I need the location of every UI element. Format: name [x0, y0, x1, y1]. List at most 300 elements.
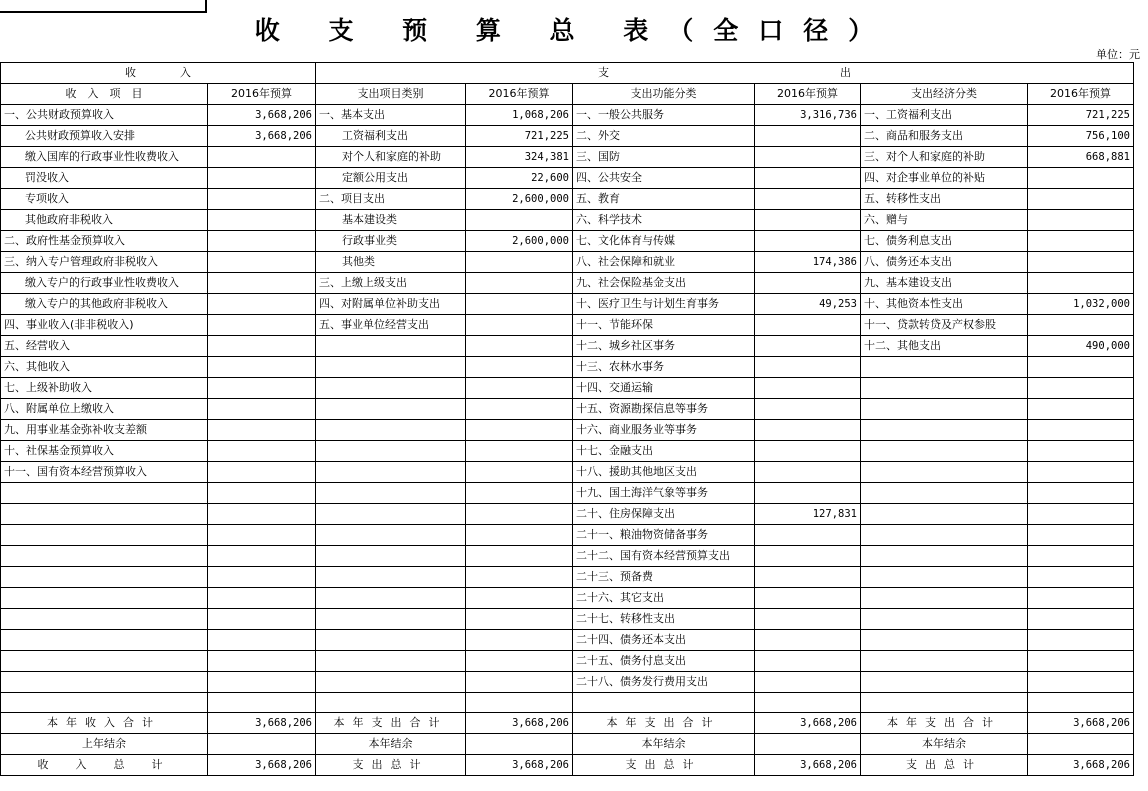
project-item	[316, 588, 466, 609]
table-row	[1, 483, 1134, 504]
economic-budget: 668,881	[1028, 147, 1134, 168]
function-item	[573, 693, 755, 713]
income-budget	[208, 588, 316, 609]
function-item: 十七、金融支出	[573, 441, 755, 462]
year-income-total-value: 3,668,206	[208, 713, 316, 734]
project-budget	[466, 252, 573, 273]
table-row	[1, 294, 1134, 315]
table-row	[1, 441, 1134, 462]
economic-budget	[1028, 231, 1134, 252]
project-budget: 2,600,000	[466, 189, 573, 210]
income-budget	[208, 525, 316, 546]
economic-budget	[1028, 210, 1134, 231]
table-row	[1, 651, 1134, 672]
economic-item	[861, 462, 1028, 483]
this-balance-value	[755, 734, 861, 755]
economic-budget	[1028, 462, 1134, 483]
function-item: 二十三、预备费	[573, 567, 755, 588]
economic-item	[861, 672, 1028, 693]
table-row	[1, 693, 1134, 713]
project-budget	[466, 630, 573, 651]
income-item: 其他政府非税收入	[1, 210, 208, 231]
function-item: 二十六、其它支出	[573, 588, 755, 609]
table-row	[1, 609, 1134, 630]
header-expense-project: 支出项目类别	[316, 84, 466, 105]
expense-grand-total-value: 3,668,206	[466, 755, 573, 776]
page-title: 收 支 预 算 总 表（全口径）	[254, 16, 894, 45]
project-budget	[466, 567, 573, 588]
project-budget	[466, 273, 573, 294]
project-budget	[466, 294, 573, 315]
balance-row	[1, 734, 1134, 755]
income-budget	[208, 231, 316, 252]
function-item: 十二、城乡社区事务	[573, 336, 755, 357]
header-row-2	[1, 84, 1134, 105]
economic-budget: 756,100	[1028, 126, 1134, 147]
project-item	[316, 504, 466, 525]
economic-item: 十、其他资本性支出	[861, 294, 1028, 315]
project-budget: 2,600,000	[466, 231, 573, 252]
function-budget	[755, 168, 861, 189]
function-item: 十九、国土海洋气象等事务	[573, 483, 755, 504]
economic-budget: 490,000	[1028, 336, 1134, 357]
this-balance-label: 本年结余	[316, 734, 466, 755]
function-budget: 127,831	[755, 504, 861, 525]
project-budget	[466, 357, 573, 378]
table-row	[1, 105, 1134, 126]
income-item: 七、上级补助收入	[1, 378, 208, 399]
income-item	[1, 525, 208, 546]
project-budget	[466, 504, 573, 525]
income-budget	[208, 315, 316, 336]
project-budget	[466, 378, 573, 399]
income-budget	[208, 672, 316, 693]
income-item: 三、纳入专户管理政府非税收入	[1, 252, 208, 273]
income-item: 缴入专户的其他政府非税收入	[1, 294, 208, 315]
project-budget: 22,600	[466, 168, 573, 189]
function-budget	[755, 483, 861, 504]
expense-grand-total-value: 3,668,206	[1028, 755, 1134, 776]
table-row	[1, 252, 1134, 273]
economic-budget	[1028, 630, 1134, 651]
economic-item: 十一、贷款转贷及产权参股	[861, 315, 1028, 336]
economic-budget	[1028, 441, 1134, 462]
function-budget	[755, 525, 861, 546]
income-item: 一、公共财政预算收入	[1, 105, 208, 126]
economic-budget	[1028, 273, 1134, 294]
project-item	[316, 399, 466, 420]
economic-budget	[1028, 399, 1134, 420]
table-row	[1, 672, 1134, 693]
function-item: 八、社会保障和就业	[573, 252, 755, 273]
economic-budget	[1028, 252, 1134, 273]
economic-item	[861, 483, 1028, 504]
project-item	[316, 609, 466, 630]
function-budget	[755, 441, 861, 462]
income-item: 公共财政预算收入安排	[1, 126, 208, 147]
function-budget	[755, 147, 861, 168]
project-item	[316, 441, 466, 462]
income-budget	[208, 567, 316, 588]
income-item	[1, 651, 208, 672]
function-budget	[755, 567, 861, 588]
income-budget	[208, 630, 316, 651]
income-budget	[208, 399, 316, 420]
prev-balance-value	[208, 734, 316, 755]
income-budget	[208, 504, 316, 525]
expense-grand-total-label: 支出总计	[573, 755, 755, 776]
table-row	[1, 273, 1134, 294]
income-budget: 3,668,206	[208, 105, 316, 126]
this-balance-label: 本年结余	[861, 734, 1028, 755]
this-balance-label: 本年结余	[573, 734, 755, 755]
header-budget: 2016年预算	[466, 84, 573, 105]
prev-balance-label: 上年结余	[1, 734, 208, 755]
economic-budget	[1028, 315, 1134, 336]
function-budget: 49,253	[755, 294, 861, 315]
function-budget: 3,316,736	[755, 105, 861, 126]
income-item	[1, 609, 208, 630]
economic-budget	[1028, 651, 1134, 672]
header-expense: 支 出	[316, 63, 1134, 84]
income-budget	[208, 378, 316, 399]
function-item: 五、教育	[573, 189, 755, 210]
income-budget	[208, 147, 316, 168]
economic-budget	[1028, 189, 1134, 210]
function-item: 三、国防	[573, 147, 755, 168]
function-item: 二十七、转移性支出	[573, 609, 755, 630]
table-row	[1, 126, 1134, 147]
function-budget	[755, 546, 861, 567]
year-expense-total-label: 本年支出合计	[316, 713, 466, 734]
project-item: 三、上缴上级支出	[316, 273, 466, 294]
project-item: 定额公用支出	[316, 168, 466, 189]
income-grand-total-label: 收 入 总 计	[1, 755, 208, 776]
economic-item	[861, 525, 1028, 546]
income-item: 罚没收入	[1, 168, 208, 189]
economic-budget	[1028, 567, 1134, 588]
project-budget	[466, 399, 573, 420]
function-budget	[755, 420, 861, 441]
header-budget: 2016年预算	[208, 84, 316, 105]
project-budget	[466, 525, 573, 546]
project-budget	[466, 588, 573, 609]
function-item: 十六、商业服务业等事务	[573, 420, 755, 441]
income-item: 十、社保基金预算收入	[1, 441, 208, 462]
project-budget: 721,225	[466, 126, 573, 147]
table-row	[1, 567, 1134, 588]
table-row	[1, 231, 1134, 252]
economic-budget	[1028, 378, 1134, 399]
project-budget	[466, 483, 573, 504]
function-item: 一、一般公共服务	[573, 105, 755, 126]
economic-item: 一、工资福利支出	[861, 105, 1028, 126]
economic-budget	[1028, 672, 1134, 693]
income-item	[1, 672, 208, 693]
function-budget	[755, 357, 861, 378]
income-budget: 3,668,206	[208, 126, 316, 147]
economic-budget	[1028, 168, 1134, 189]
project-budget	[466, 315, 573, 336]
income-budget	[208, 336, 316, 357]
economic-item: 八、债务还本支出	[861, 252, 1028, 273]
economic-budget	[1028, 504, 1134, 525]
project-item	[316, 420, 466, 441]
function-budget: 174,386	[755, 252, 861, 273]
income-item: 缴入专户的行政事业性收费收入	[1, 273, 208, 294]
function-item: 十四、交通运输	[573, 378, 755, 399]
project-item: 其他类	[316, 252, 466, 273]
economic-budget	[1028, 420, 1134, 441]
header-budget: 2016年预算	[755, 84, 861, 105]
function-item: 二十五、债务付息支出	[573, 651, 755, 672]
table-row	[1, 504, 1134, 525]
project-budget	[466, 693, 573, 713]
economic-item	[861, 588, 1028, 609]
function-item: 十、医疗卫生与计划生育事务	[573, 294, 755, 315]
economic-item	[861, 609, 1028, 630]
function-budget	[755, 693, 861, 713]
economic-item	[861, 441, 1028, 462]
header-expense-function: 支出功能分类	[573, 84, 755, 105]
economic-budget	[1028, 693, 1134, 713]
table-row	[1, 147, 1134, 168]
function-budget	[755, 378, 861, 399]
expense-grand-total-label: 支出总计	[316, 755, 466, 776]
income-item	[1, 693, 208, 713]
year-expense-total-label: 本年支出合计	[573, 713, 755, 734]
income-item	[1, 483, 208, 504]
economic-budget	[1028, 609, 1134, 630]
function-item: 六、科学技术	[573, 210, 755, 231]
function-budget	[755, 672, 861, 693]
economic-item: 四、对企事业单位的补贴	[861, 168, 1028, 189]
economic-item	[861, 420, 1028, 441]
income-budget	[208, 693, 316, 713]
economic-item	[861, 567, 1028, 588]
project-budget	[466, 210, 573, 231]
economic-item: 七、债务利息支出	[861, 231, 1028, 252]
project-item: 一、基本支出	[316, 105, 466, 126]
function-item: 十一、节能环保	[573, 315, 755, 336]
income-item	[1, 504, 208, 525]
income-item: 五、经营收入	[1, 336, 208, 357]
income-item: 专项收入	[1, 189, 208, 210]
income-budget	[208, 189, 316, 210]
income-item: 六、其他收入	[1, 357, 208, 378]
economic-item	[861, 378, 1028, 399]
table-row	[1, 378, 1134, 399]
project-item: 对个人和家庭的补助	[316, 147, 466, 168]
project-item	[316, 567, 466, 588]
year-expense-total-label: 本年支出合计	[861, 713, 1028, 734]
project-item	[316, 336, 466, 357]
economic-budget	[1028, 357, 1134, 378]
function-item: 二十、住房保障支出	[573, 504, 755, 525]
economic-item	[861, 546, 1028, 567]
economic-item: 三、对个人和家庭的补助	[861, 147, 1028, 168]
economic-budget	[1028, 483, 1134, 504]
economic-item: 十二、其他支出	[861, 336, 1028, 357]
function-budget	[755, 399, 861, 420]
project-item: 五、事业单位经营支出	[316, 315, 466, 336]
budget-table	[0, 62, 1134, 776]
table-row	[1, 357, 1134, 378]
function-budget	[755, 210, 861, 231]
function-budget	[755, 126, 861, 147]
this-balance-value	[466, 734, 573, 755]
project-item	[316, 672, 466, 693]
income-budget	[208, 441, 316, 462]
table-row	[1, 210, 1134, 231]
project-budget	[466, 462, 573, 483]
economic-item	[861, 357, 1028, 378]
table-row	[1, 420, 1134, 441]
function-item: 二十一、粮油物资储备事务	[573, 525, 755, 546]
function-item: 二十二、国有资本经营预算支出	[573, 546, 755, 567]
income-budget	[208, 210, 316, 231]
economic-item: 九、基本建设支出	[861, 273, 1028, 294]
income-budget	[208, 357, 316, 378]
economic-item	[861, 399, 1028, 420]
economic-budget	[1028, 546, 1134, 567]
project-budget	[466, 546, 573, 567]
function-item: 十八、援助其他地区支出	[573, 462, 755, 483]
cell-fragment	[0, 0, 207, 13]
economic-item	[861, 693, 1028, 713]
function-item: 九、社会保险基金支出	[573, 273, 755, 294]
function-item: 二十四、债务还本支出	[573, 630, 755, 651]
income-budget	[208, 168, 316, 189]
income-item: 九、用事业基金弥补收支差额	[1, 420, 208, 441]
function-budget	[755, 609, 861, 630]
project-item: 四、对附属单位补助支出	[316, 294, 466, 315]
unit-label: 单位：元	[1096, 48, 1140, 61]
function-item: 二、外交	[573, 126, 755, 147]
header-income: 收 入	[1, 63, 316, 84]
income-item: 十一、国有资本经营预算收入	[1, 462, 208, 483]
economic-item: 六、赠与	[861, 210, 1028, 231]
project-item	[316, 546, 466, 567]
function-budget	[755, 315, 861, 336]
function-budget	[755, 273, 861, 294]
income-budget	[208, 609, 316, 630]
project-item	[316, 462, 466, 483]
function-item: 四、公共安全	[573, 168, 755, 189]
income-item	[1, 567, 208, 588]
project-item	[316, 651, 466, 672]
economic-budget: 721,225	[1028, 105, 1134, 126]
income-item: 四、事业收入(非非税收入)	[1, 315, 208, 336]
project-budget	[466, 420, 573, 441]
function-budget	[755, 651, 861, 672]
header-budget: 2016年预算	[1028, 84, 1134, 105]
table-row	[1, 189, 1134, 210]
project-budget	[466, 609, 573, 630]
project-budget: 324,381	[466, 147, 573, 168]
table-row	[1, 462, 1134, 483]
header-expense-economic: 支出经济分类	[861, 84, 1028, 105]
project-budget: 1,068,206	[466, 105, 573, 126]
income-item: 二、政府性基金预算收入	[1, 231, 208, 252]
project-item	[316, 630, 466, 651]
project-item: 基本建设类	[316, 210, 466, 231]
table-row	[1, 630, 1134, 651]
income-grand-total-value: 3,668,206	[208, 755, 316, 776]
grand-total-row	[1, 755, 1134, 776]
year-expense-total-value: 3,668,206	[1028, 713, 1134, 734]
income-item	[1, 546, 208, 567]
income-budget	[208, 483, 316, 504]
income-item	[1, 630, 208, 651]
economic-item	[861, 504, 1028, 525]
income-budget	[208, 273, 316, 294]
totals-row	[1, 713, 1134, 734]
project-item	[316, 357, 466, 378]
income-item: 缴入国库的行政事业性收费收入	[1, 147, 208, 168]
project-budget	[466, 651, 573, 672]
function-budget	[755, 588, 861, 609]
table-row	[1, 168, 1134, 189]
function-item: 十三、农林水事务	[573, 357, 755, 378]
income-item	[1, 588, 208, 609]
income-budget	[208, 651, 316, 672]
economic-item	[861, 651, 1028, 672]
income-budget	[208, 546, 316, 567]
table-row	[1, 315, 1134, 336]
function-budget	[755, 462, 861, 483]
table-row	[1, 336, 1134, 357]
table-row	[1, 588, 1134, 609]
year-expense-total-value: 3,668,206	[755, 713, 861, 734]
project-item: 二、项目支出	[316, 189, 466, 210]
year-income-total-label: 本年收入合计	[1, 713, 208, 734]
project-item	[316, 483, 466, 504]
header-income-item: 收 入 项 目	[1, 84, 208, 105]
function-budget	[755, 630, 861, 651]
income-budget	[208, 462, 316, 483]
function-budget	[755, 231, 861, 252]
project-item	[316, 525, 466, 546]
economic-item: 五、转移性支出	[861, 189, 1028, 210]
income-budget	[208, 294, 316, 315]
project-item	[316, 378, 466, 399]
project-budget	[466, 672, 573, 693]
project-item: 行政事业类	[316, 231, 466, 252]
header-row-1	[1, 63, 1134, 84]
function-budget	[755, 336, 861, 357]
project-item	[316, 693, 466, 713]
project-item: 工资福利支出	[316, 126, 466, 147]
economic-budget	[1028, 525, 1134, 546]
economic-budget	[1028, 588, 1134, 609]
project-budget	[466, 336, 573, 357]
function-item: 七、文化体育与传媒	[573, 231, 755, 252]
function-budget	[755, 189, 861, 210]
income-budget	[208, 420, 316, 441]
this-balance-value	[1028, 734, 1134, 755]
function-item: 二十八、债务发行费用支出	[573, 672, 755, 693]
economic-item: 二、商品和服务支出	[861, 126, 1028, 147]
table-row	[1, 546, 1134, 567]
function-item: 十五、资源勘探信息等事务	[573, 399, 755, 420]
year-expense-total-value: 3,668,206	[466, 713, 573, 734]
project-budget	[466, 441, 573, 462]
economic-item	[861, 630, 1028, 651]
economic-budget: 1,032,000	[1028, 294, 1134, 315]
table-row	[1, 525, 1134, 546]
expense-grand-total-label: 支出总计	[861, 755, 1028, 776]
